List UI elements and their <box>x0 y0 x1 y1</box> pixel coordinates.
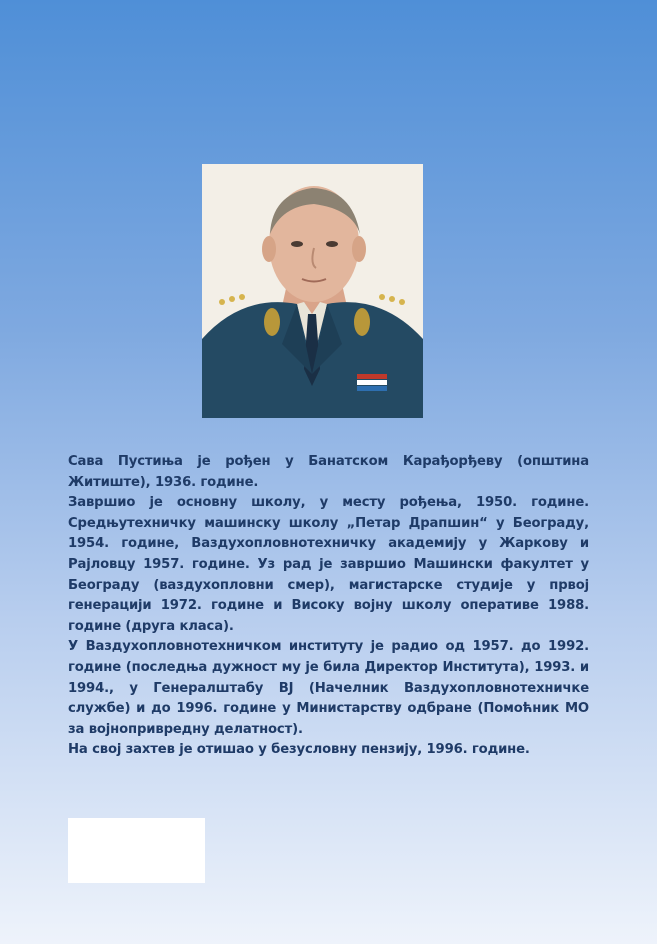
bio-paragraph-career: У Ваздухопловнотехничком институту је радио од 1957. до 1992. године (последња дужност му је била Директор Института), 1993. и 1994., у Генералштабу ВЈ (Начелник Ваздухопловнотехничке службе) и до 1996. године у Министарству одбране (Помоћник МО за војнопривредну делатност). <box>68 639 589 737</box>
blank-white-box <box>68 818 205 883</box>
portrait-photo <box>202 164 423 418</box>
bio-paragraph-birth: Сава Пустиња је рођен у Банатском Карађорђеву (општина Житиште), 1936. године. <box>68 454 589 490</box>
biography-text <box>68 452 589 761</box>
bio-paragraph-retirement: На свој захтев је отишао у безусловну пензију, 1996. године. <box>68 742 530 758</box>
bio-paragraph-education: Завршио је основну школу, у месту рођења, 1950. године. Средњутехничку машинску школу „Петар Драпшин“ у Београду, 1954. године, Ваздухопловнотехничку академију у Жаркову и Рајловцу 1957. године. Уз рад је завршио Машински факултет у Београду (ваздухопловни смер), магистарске студије у првој генерацији 1972. године и Високу војну школу оперативе 1988. године (друга класа). <box>68 495 589 634</box>
